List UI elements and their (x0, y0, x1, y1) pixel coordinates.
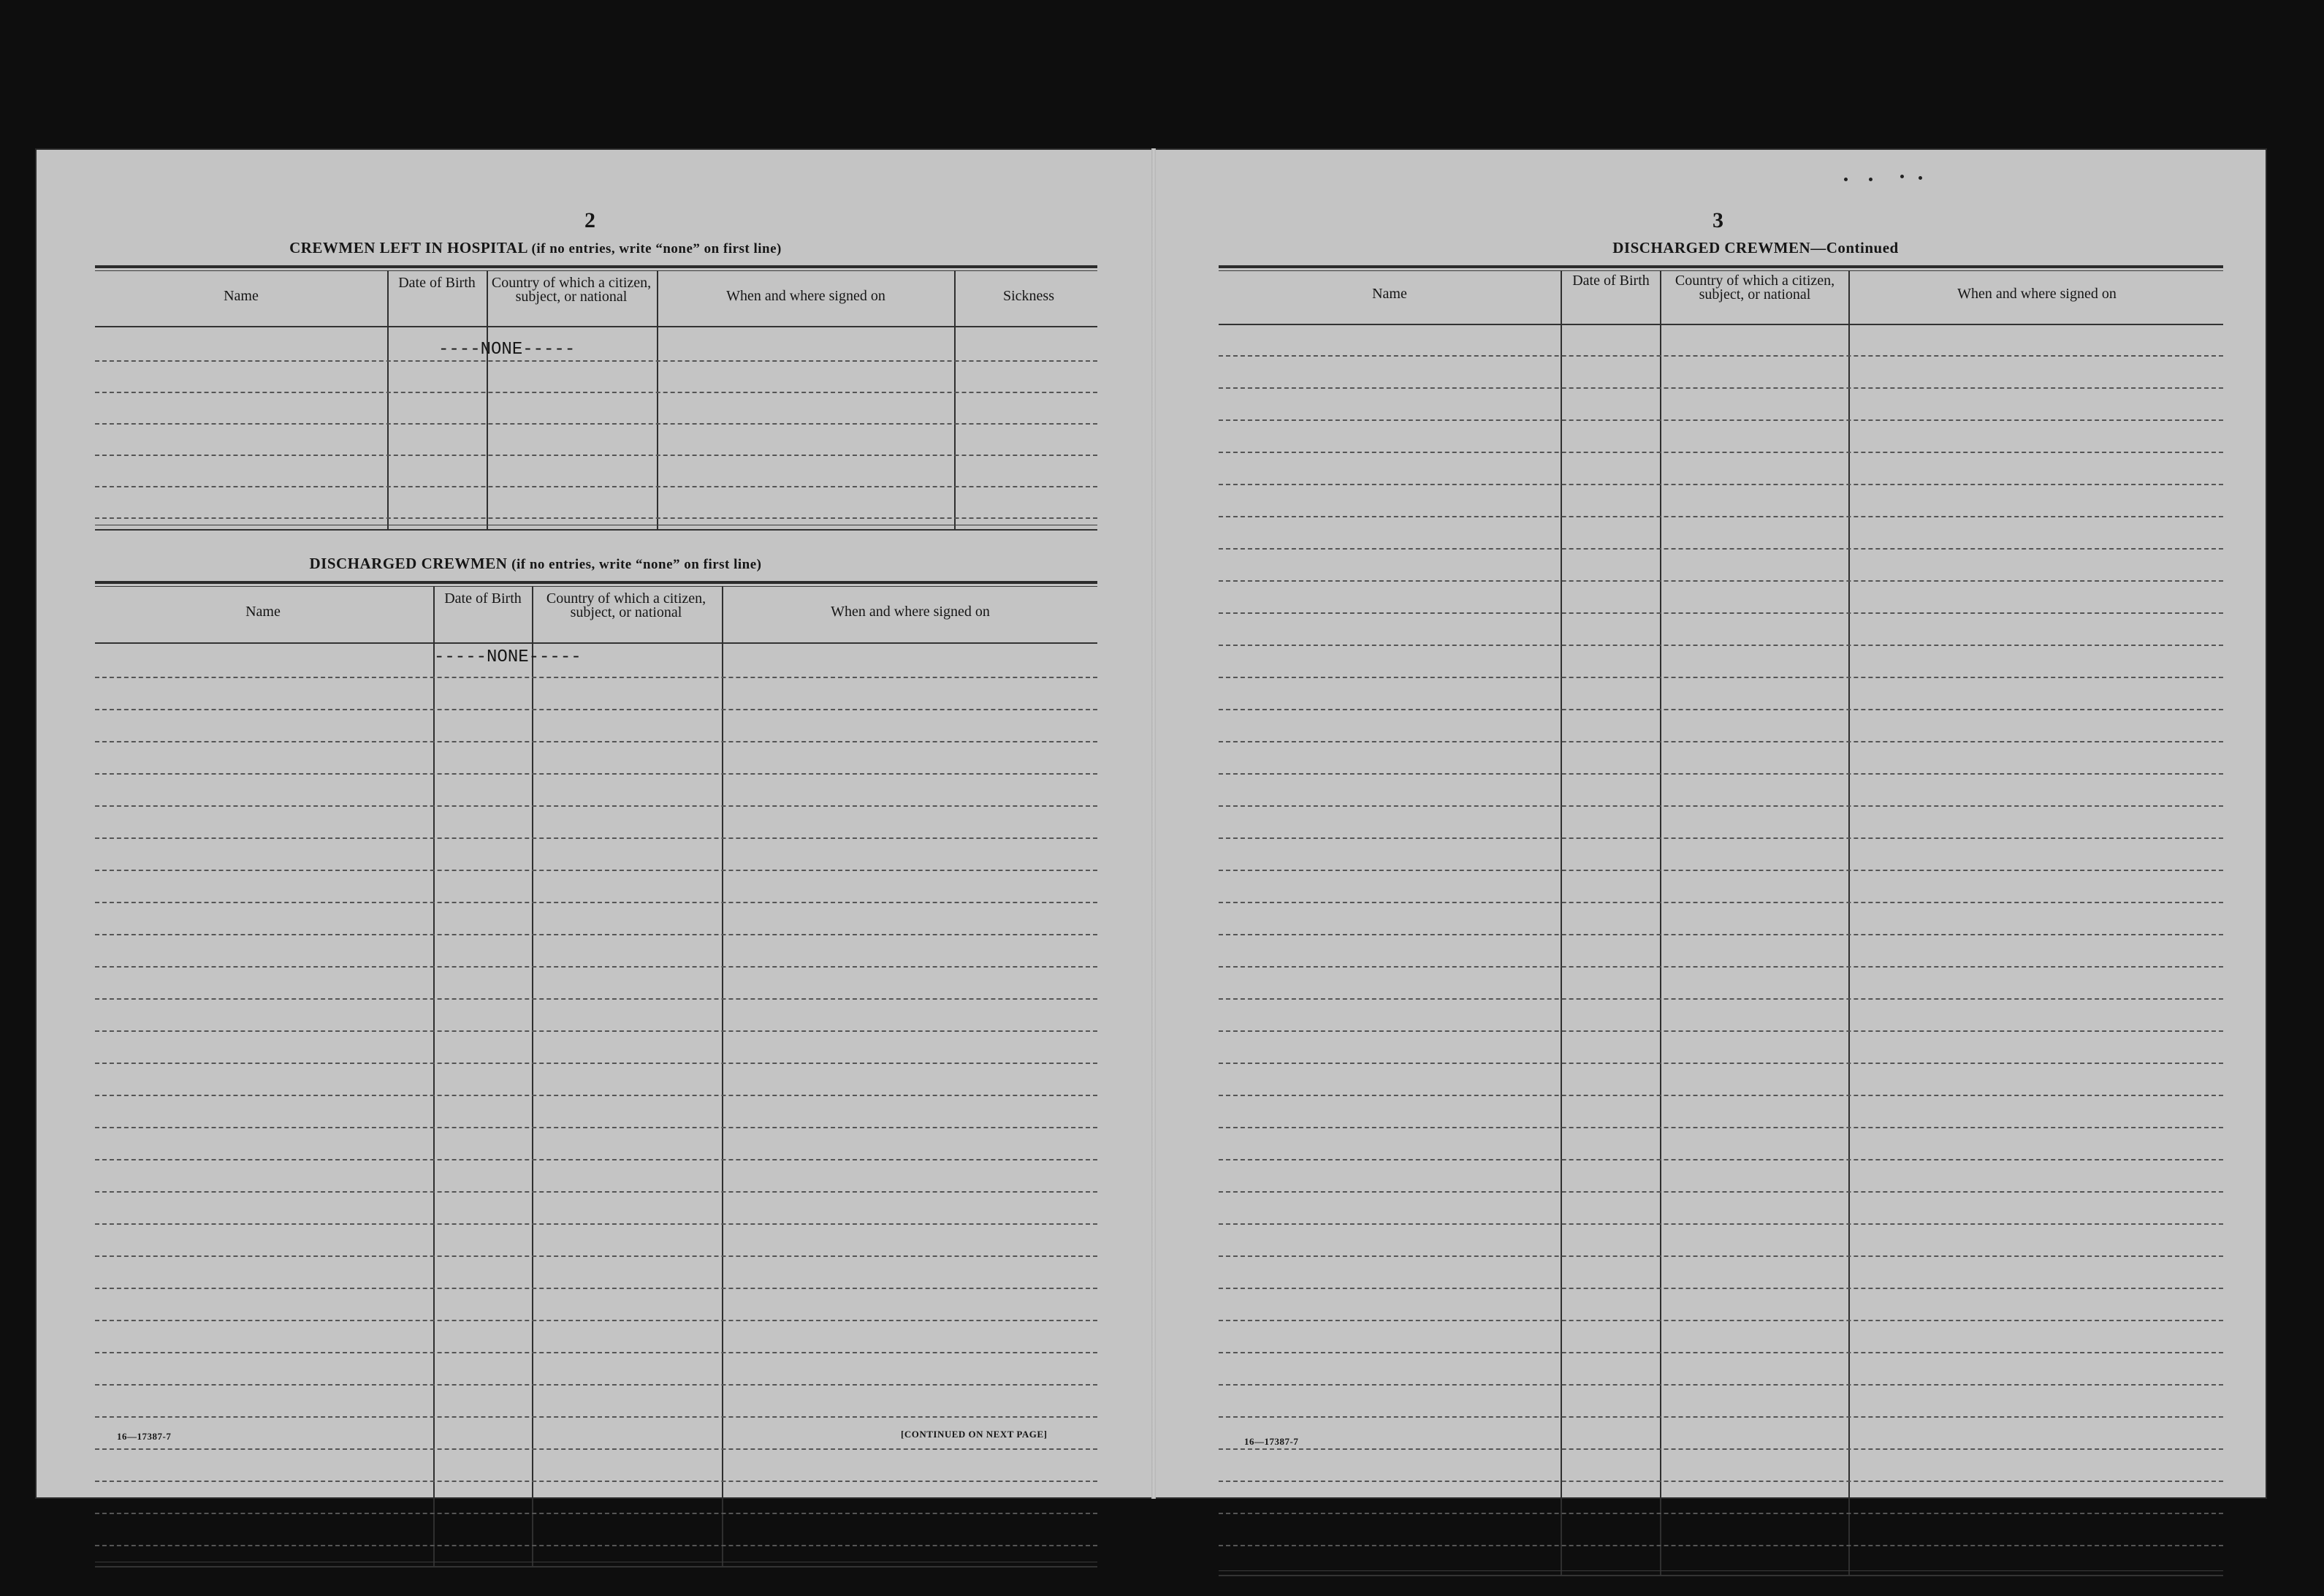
row-line (1219, 516, 2223, 517)
row-line (1219, 452, 2223, 453)
row-line (95, 709, 1097, 710)
row-line (95, 902, 1097, 903)
row-line (1219, 934, 2223, 935)
right-vline-3 (1848, 270, 1850, 1575)
discharged-none-entry: -----NONE----- (434, 647, 582, 667)
right-top-rule (1219, 265, 2223, 268)
page-number-right: 3 (1712, 208, 1723, 232)
speck (1844, 178, 1848, 181)
discharged-top-rule (95, 581, 1097, 584)
hospital-row-line (95, 360, 1097, 362)
row-line (95, 741, 1097, 742)
discharged-top-rule-thin (95, 586, 1097, 587)
row-line (1219, 1288, 2223, 1289)
row-line (1219, 1159, 2223, 1160)
document-sheet (35, 148, 2267, 1499)
row-line (95, 998, 1097, 1000)
row-line (1219, 998, 2223, 1000)
row-line (1219, 677, 2223, 678)
row-line (1219, 1448, 2223, 1450)
hospital-bottom-rule-2 (95, 529, 1097, 531)
page-number-left: 2 (584, 208, 595, 232)
row-line (1219, 1513, 2223, 1514)
hospital-vline-3 (657, 270, 658, 530)
discharged-vline-3 (722, 586, 723, 1567)
discharged-vline-1 (433, 586, 435, 1567)
hospital-row-line (95, 392, 1097, 393)
row-line (95, 1127, 1097, 1128)
row-line (1219, 837, 2223, 839)
row-line (1219, 805, 2223, 807)
row-line (95, 1030, 1097, 1032)
hospital-none-entry: ----NONE----- (438, 340, 576, 360)
row-line (1219, 1384, 2223, 1386)
continued-note: [CONTINUED ON NEXT PAGE] (901, 1429, 1048, 1440)
row-line (95, 966, 1097, 968)
row-line (1219, 548, 2223, 550)
row-line (1219, 1352, 2223, 1353)
row-line (95, 1513, 1097, 1514)
row-line (95, 1095, 1097, 1096)
form-number-left: 16—17387-7 (117, 1431, 172, 1442)
hospital-title-text: CREWMEN LEFT IN HOSPITAL (289, 239, 527, 256)
row-line (1219, 773, 2223, 775)
row-line (1219, 966, 2223, 968)
row-line (95, 1223, 1097, 1225)
discharged-bottom-rule-2 (95, 1566, 1097, 1568)
hospital-top-rule-thin (95, 270, 1097, 271)
row-line (95, 1384, 1097, 1386)
row-line (1219, 1191, 2223, 1193)
discharged-header-rule (95, 642, 1097, 644)
row-line (95, 1159, 1097, 1160)
row-line (1219, 1545, 2223, 1546)
row-line (1219, 1063, 2223, 1064)
row-line (95, 837, 1097, 839)
row-line (1219, 741, 2223, 742)
row-line (1219, 419, 2223, 421)
discharged-section-title (94, 555, 978, 573)
discharged-instruction: (if no entries, write “none” on first line) (511, 557, 762, 572)
row-line (95, 1352, 1097, 1353)
page-fold (1151, 148, 1156, 1499)
row-line (1219, 870, 2223, 871)
hospital-vline-4 (954, 270, 956, 530)
right-vline-1 (1561, 270, 1562, 1575)
row-line (95, 1255, 1097, 1257)
row-line (1219, 1127, 2223, 1128)
row-line (95, 677, 1097, 678)
right-col-date-of-birth: Date of Birth (1572, 273, 1650, 289)
right-col-when-where: When and where signed on (1957, 286, 2117, 302)
discharged-col-country: Country of which a citizen, subject, or national (546, 590, 706, 620)
hospital-top-rule (95, 265, 1097, 268)
row-line (95, 870, 1097, 871)
row-line (1219, 387, 2223, 389)
row-line (1219, 484, 2223, 485)
row-line (1219, 1255, 2223, 1257)
hospital-vline-1 (387, 270, 389, 530)
right-vline-2 (1660, 270, 1661, 1575)
row-line (1219, 1320, 2223, 1321)
hospital-section-title (94, 239, 978, 257)
row-line (1219, 612, 2223, 614)
discharged-title-text: DISCHARGED CREWMEN (309, 555, 508, 572)
row-line (95, 934, 1097, 935)
row-line (95, 1191, 1097, 1193)
hospital-header-rule (95, 326, 1097, 327)
col-sickness: Sickness (1003, 288, 1054, 304)
row-line (1219, 645, 2223, 646)
right-bottom-rule (1219, 1570, 2223, 1571)
row-line (95, 1545, 1097, 1546)
row-line (1219, 355, 2223, 357)
hospital-row-line (95, 423, 1097, 425)
discharged-col-date-of-birth: Date of Birth (444, 590, 522, 607)
row-line (1219, 1030, 2223, 1032)
right-col-name: Name (1372, 286, 1407, 302)
row-line (95, 1320, 1097, 1321)
col-country: Country of which a citizen, subject, or national (491, 275, 652, 305)
row-line (1219, 1223, 2223, 1225)
right-top-rule-thin (1219, 270, 2223, 271)
form-number-right: 16—17387-7 (1244, 1436, 1299, 1447)
discharged-vline-2 (532, 586, 533, 1567)
speck (1919, 176, 1922, 180)
col-when-where: When and where signed on (726, 288, 885, 304)
row-line (1219, 902, 2223, 903)
hospital-row-line (95, 517, 1097, 519)
row-line (95, 1481, 1097, 1482)
row-line (95, 1448, 1097, 1450)
discharged-col-when-where: When and where signed on (831, 604, 990, 620)
row-line (1219, 580, 2223, 582)
hospital-instruction: (if no entries, write “none” on first line) (531, 241, 782, 256)
row-line (1219, 1481, 2223, 1482)
discharged-col-name: Name (245, 604, 281, 620)
right-bottom-rule-2 (1219, 1575, 2223, 1576)
discharged-continued-title: DISCHARGED CREWMEN—Continued (1612, 239, 1899, 256)
hospital-row-line (95, 455, 1097, 456)
row-line (95, 1288, 1097, 1289)
row-line (1219, 1095, 2223, 1096)
row-line (95, 1416, 1097, 1418)
col-name: Name (224, 288, 259, 304)
hospital-vline-2 (487, 270, 488, 530)
row-line (95, 773, 1097, 775)
hospital-row-line (95, 486, 1097, 487)
speck (1869, 178, 1872, 181)
row-line (1219, 709, 2223, 710)
row-line (1219, 1416, 2223, 1418)
right-col-country: Country of which a citizen, subject, or national (1675, 273, 1835, 303)
right-header-rule (1219, 324, 2223, 325)
row-line (95, 805, 1097, 807)
row-line (95, 1063, 1097, 1064)
col-date-of-birth: Date of Birth (398, 275, 476, 291)
speck (1900, 175, 1904, 178)
